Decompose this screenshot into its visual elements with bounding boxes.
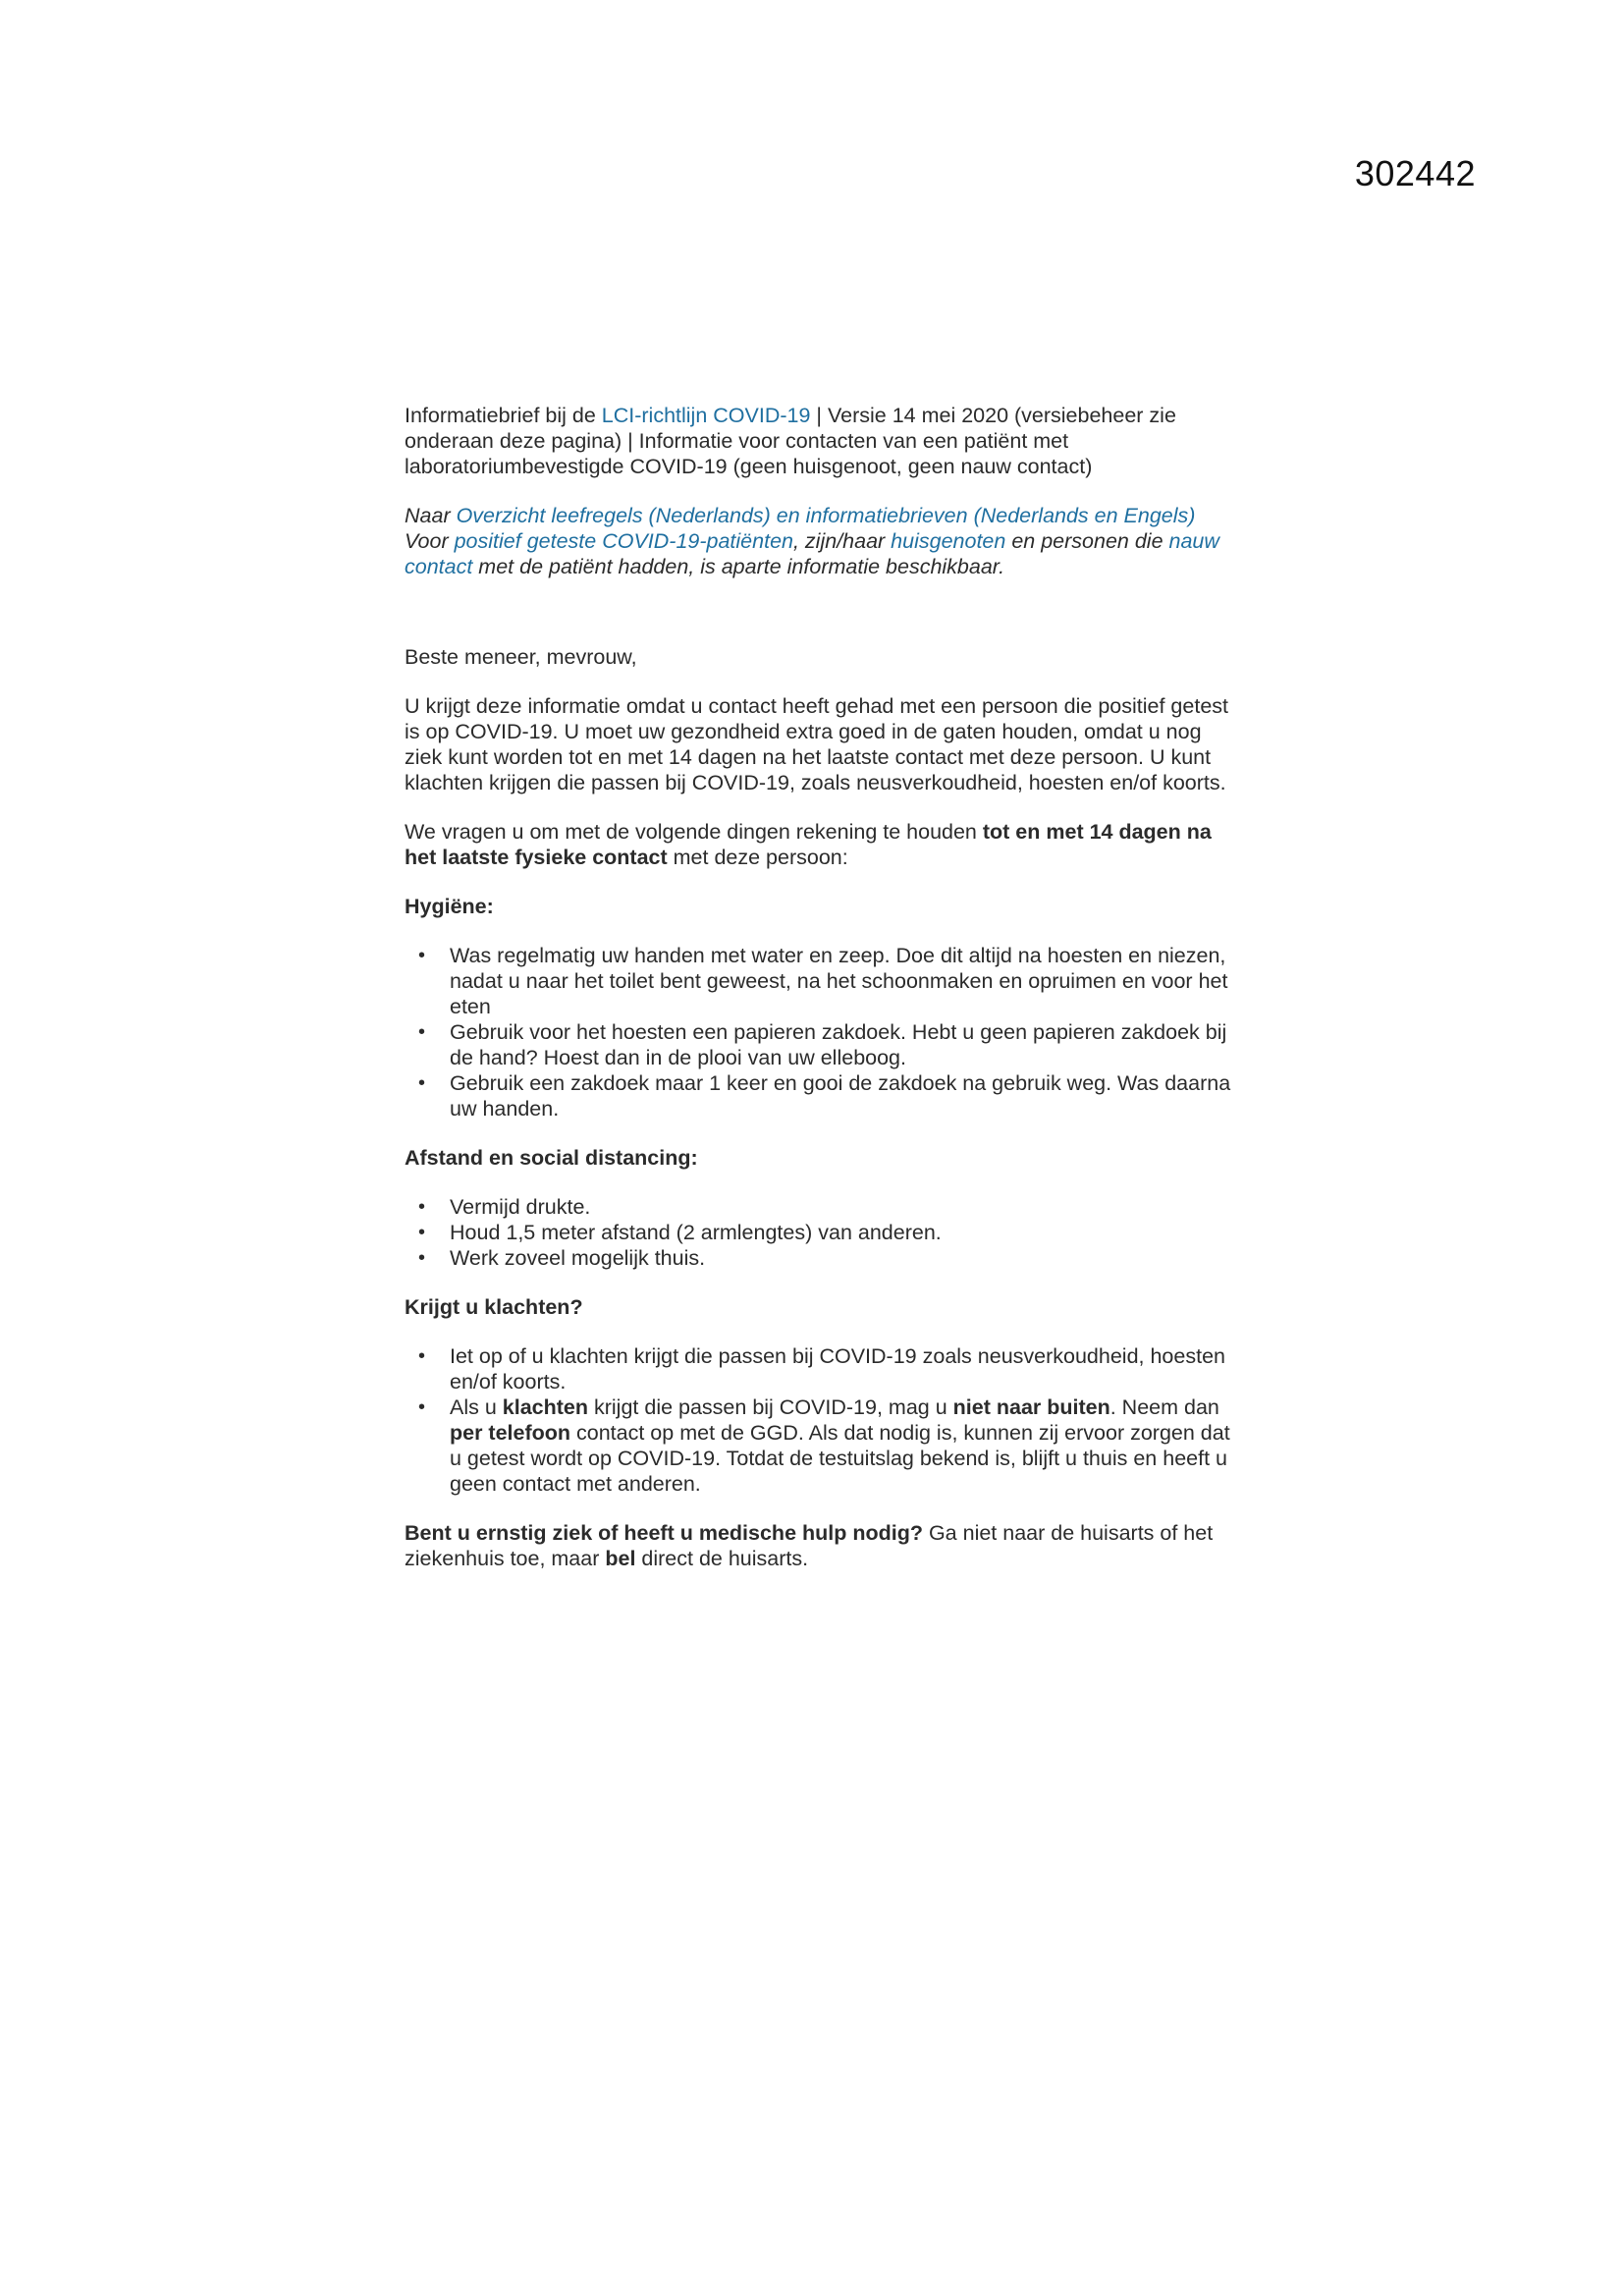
complaints-text-c: krijgt die passen bij COVID-19, mag u xyxy=(588,1395,953,1419)
housemates-link[interactable]: huisgenoten xyxy=(891,529,1006,553)
intro-paragraph: U krijgt deze informatie omdat u contact heeft gehad met een persoon die positief getest is op COVID-19. U moet uw gezondheid extra goed in de gaten houden, omdat u nog ziek kunt worden tot en met 14 dagen na het laatste contact met deze persoon. U kunt klachten krijgen die passen bij COVID-19, zoals neusverkoudheid, hoesten en/of koorts. xyxy=(405,694,1228,794)
lci-guideline-link[interactable]: LCI-richtlijn COVID-19 xyxy=(601,404,811,427)
complaints-text-a: Als u xyxy=(450,1395,503,1419)
closing-text-1: Ga niet naar de huisarts of het ziekenhuis toe, maar xyxy=(405,1521,1214,1570)
request-paragraph xyxy=(405,819,1239,870)
list-item xyxy=(450,1394,1239,1497)
list-item: • Was regelmatig uw handen met water en zeep. Doe dit altijd na hoesten en niezen, nadat u naar het toilet bent geweest, na het schoonmaken en opruimen en voor het eten xyxy=(450,943,1239,1019)
nav-text-en-personen: en personen die xyxy=(1005,529,1169,553)
closing-bold-question: Bent u ernstig ziek of heeft u medische hulp nodig? xyxy=(405,1521,923,1545)
complaints-bold-klachten: klachten xyxy=(502,1395,589,1419)
hygiene-heading: Hygiëne: xyxy=(405,895,494,918)
document-number: 302442 xyxy=(1354,153,1476,193)
greeting: Beste meneer, mevrouw, xyxy=(405,645,637,669)
close-contact-link[interactable]: nauw contact xyxy=(405,529,1219,578)
letter-body xyxy=(405,403,1239,1571)
nav-text-voor: Voor xyxy=(405,529,455,553)
header-text-2: | Versie 14 mei 2020 (versiebeheer zie onderaan deze pagina) | Informatie voor contacten van een patiënt met laboratoriumbevestigde COVID-19 (geen huisgenoot, geen nauw contact) xyxy=(405,404,1176,478)
list-item: • Gebruik voor het hoesten een papieren zakdoek. Hebt u geen papieren zakdoek bij de hand? Hoest dan in de plooi van uw elleboog. xyxy=(450,1019,1239,1070)
navigation-paragraph xyxy=(405,503,1239,579)
closing-text-2: direct de huisarts. xyxy=(635,1547,809,1570)
header-paragraph xyxy=(405,403,1239,479)
header-text-1: Informatiebrief bij de xyxy=(405,404,602,427)
nav-text-zijn-haar: , zijn/haar xyxy=(792,529,892,553)
hygiene-list xyxy=(405,943,1239,1121)
spacer xyxy=(405,579,1239,644)
complaints-text-e: . Neem dan xyxy=(1109,1395,1219,1419)
nav-text-rest: met de patiënt hadden, is aparte informatie beschikbaar. xyxy=(472,555,1005,578)
list-item: • Werk zoveel mogelijk thuis. xyxy=(450,1245,1239,1271)
request-text-2: met deze persoon: xyxy=(667,846,848,869)
list-item: • Vermijd drukte. xyxy=(450,1194,1239,1220)
closing-bold-bel: bel xyxy=(605,1547,636,1570)
list-item: • Iet op of u klachten krijgt die passen bij COVID-19 zoals neusverkoudheid, hoesten en/of koorts. xyxy=(450,1343,1239,1394)
complaints-list xyxy=(405,1343,1239,1497)
request-text-1: We vragen u om met de volgende dingen rekening te houden xyxy=(405,820,983,844)
list-item: • Gebruik een zakdoek maar 1 keer en gooi de zakdoek na gebruik weg. Was daarna uw handen. xyxy=(450,1070,1239,1121)
complaints-heading: Krijgt u klachten? xyxy=(405,1295,583,1319)
nav-text-naar: Naar xyxy=(405,504,457,527)
complaints-text-g: contact op met de GGD. Als dat nodig is, kunnen zij ervoor zorgen dat u getest wordt op COVID-19. Totdat de testuitslag bekend is, blijft u thuis en heeft u geen contact met anderen. xyxy=(450,1421,1230,1496)
complaints-bold-niet-naar-buiten: niet naar buiten xyxy=(952,1395,1110,1419)
positive-patients-link[interactable]: positief geteste COVID-19-patiënten xyxy=(454,529,793,553)
overview-rules-link[interactable]: Overzicht leefregels (Nederlands) en informatiebrieven (Nederlands en Engels) xyxy=(456,504,1196,527)
closing-paragraph xyxy=(405,1520,1239,1571)
distance-heading: Afstand en social distancing: xyxy=(405,1146,698,1170)
distance-list xyxy=(405,1194,1239,1271)
list-item: • Houd 1,5 meter afstand (2 armlengtes) van anderen. xyxy=(450,1220,1239,1245)
complaints-bold-per-telefoon: per telefoon xyxy=(450,1421,571,1445)
request-emphasis: tot en met 14 dagen na het laatste fysieke contact xyxy=(405,820,1212,869)
